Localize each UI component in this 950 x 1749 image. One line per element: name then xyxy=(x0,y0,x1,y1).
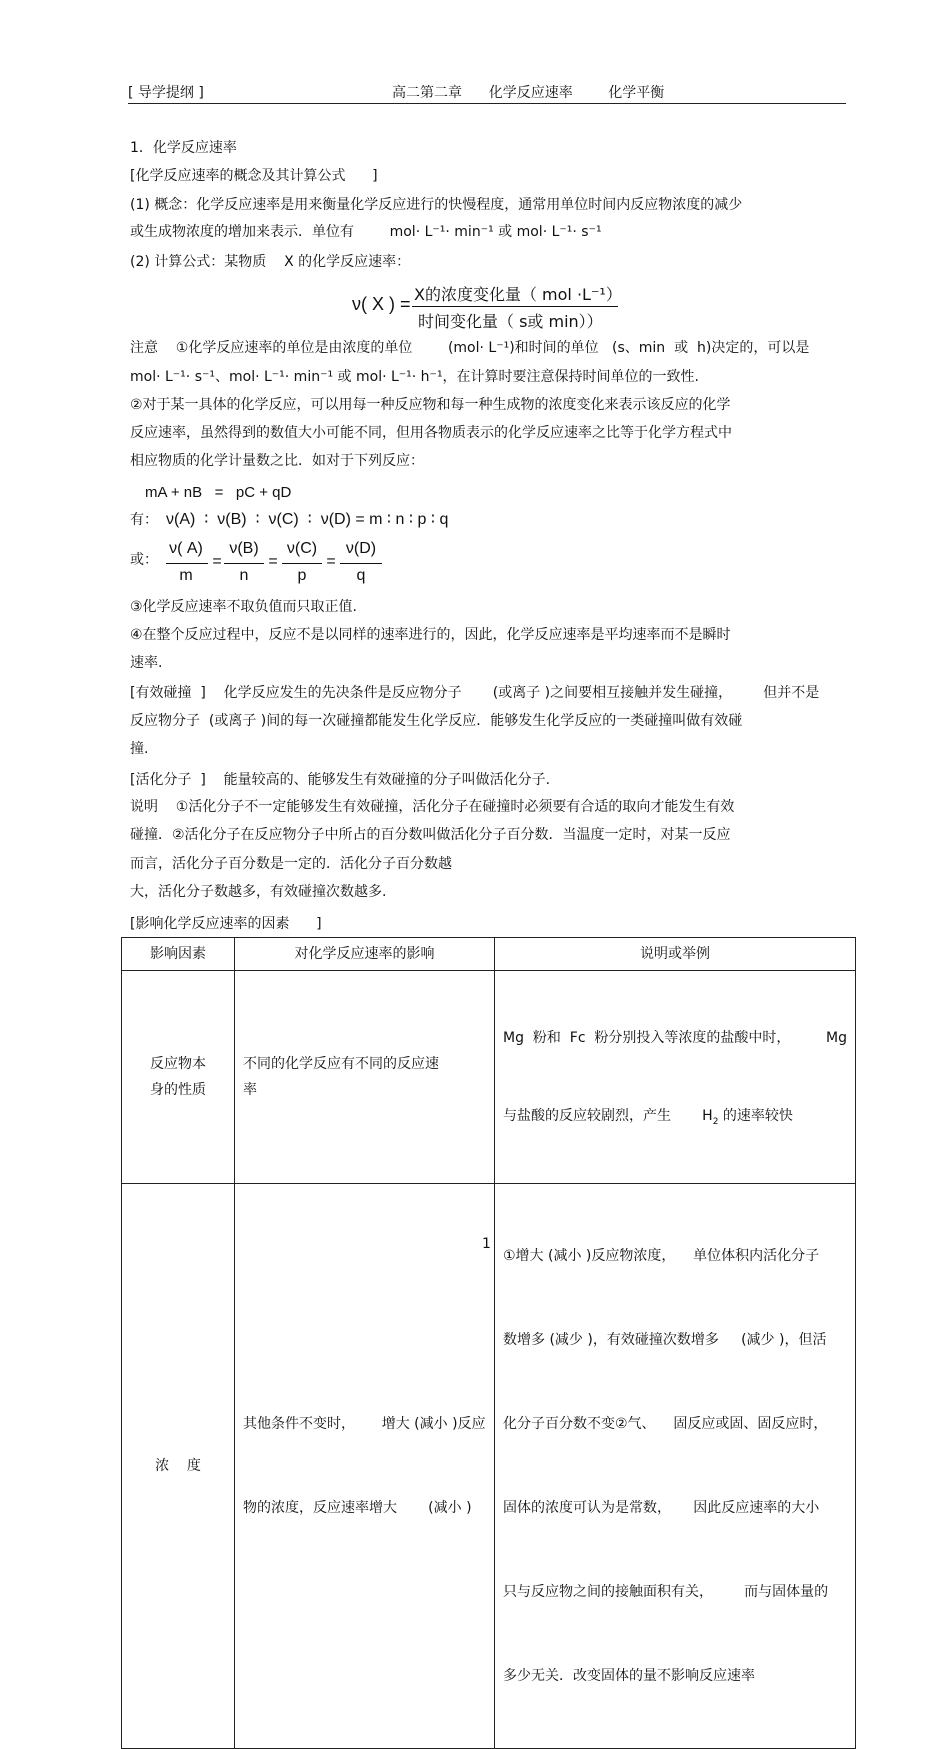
note-4-line-1: ④在整个反应过程中，反应不是以同样的速率进行的，因此，化学反应速率是平均速率而不是瞬时 xyxy=(130,627,731,643)
table-header-row xyxy=(122,938,856,971)
fraction-bar-b xyxy=(224,563,264,564)
fraction-denominator-d: q xyxy=(356,567,366,584)
formula-intro: (2) 计算公式：某物质 X 的化学反应速率： xyxy=(130,254,411,270)
concept-heading: [化学反应速率的概念及其计算公式 ] xyxy=(130,168,378,184)
definition-line-2: 或生成物浓度的增加来表示．单位有 mol· L⁻¹· min⁻¹ 或 mol· L⁻¹· s⁻¹ xyxy=(130,224,602,240)
or-prefix: 或： xyxy=(130,552,158,568)
fraction-bar-c xyxy=(282,563,322,564)
note-2-line-3: 相应物质的化学计量数之比．如对于下列反应： xyxy=(130,453,424,469)
formula-denominator: 时间变化量（ s或 min）） xyxy=(418,312,603,331)
fraction-numerator-b: ν(B) xyxy=(229,540,259,557)
factors-heading: [影响化学反应速率的因素 ] xyxy=(130,916,322,932)
fraction-bar-d xyxy=(340,563,382,564)
fraction-denominator-c: p xyxy=(297,567,307,584)
fraction-denominator-b: n xyxy=(239,567,249,584)
table-cell-effect: 不同的化学反应有不同的反应速 率 xyxy=(235,971,495,1184)
ratio-expression: ν(A) ∶ ν(B) ∶ ν(C) ∶ ν(D) = m ∶ n ∶ p ∶ q xyxy=(166,511,449,528)
formula-numerator: X的浓度变化量（ mol ·L⁻¹） xyxy=(414,285,622,304)
header-rule xyxy=(128,103,846,104)
definition-line-1: (1) 概念：化学反应速率是用来衡量化学反应进行的快慢程度，通常用单位时间内反应物浓度的减少 xyxy=(130,197,743,213)
note-2-line-2: 反应速率，虽然得到的数值大小可能不同，但用各物质表示的化学反应速率之比等于化学方程式中 xyxy=(130,425,732,441)
table-cell-example: Mg 粉和 Fc 粉分别投入等浓度的盐酸中时， Mg 与盐酸的反应较剧烈，产生 $H_2$ 的速率较快 xyxy=(495,971,856,1184)
collision-line-2: 反应物分子 (或离子 )间的每一次碰撞都能发生化学反应．能够发生化学反应的一类碰撞叫做有效碰 xyxy=(130,713,743,729)
note-1-line-2: mol· L⁻¹· s⁻¹、mol· L⁻¹· min⁻¹ 或 mol· L⁻¹· h⁻¹，在计算时要注意保持时间单位的一致性. xyxy=(130,369,700,385)
equals-sign-1: = xyxy=(212,553,222,570)
header-left: [ 导学提纲 ] xyxy=(128,85,204,101)
note-3: ③化学反应速率不取负值而只取正值. xyxy=(130,599,358,615)
section-title: 1．化学反应速率 xyxy=(130,140,237,156)
ratio-prefix: 有： xyxy=(130,512,158,528)
table-cell-example: ①增大 (减小 )反应物浓度， 单位体积内活化分子 数增多 (减少 )，有效碰撞次数增多 (减少 )，但活 化分子百分数不变②气、 固反应或固、固反应时， 固体的浓度可认为是常数， 因此反应速率的大小 只与反应物之间的接触面积有关， 而与固体量的 多少无关．改变固体的量不影响反应速率 xyxy=(495,1184,856,1749)
fraction-bar-a xyxy=(166,563,208,564)
activated-line-5: 大，活化分子数越多，有效碰撞次数越多. xyxy=(130,884,387,900)
activated-line-4: 而言，活化分子百分数是一定的．活化分子百分数越 xyxy=(130,856,452,872)
fraction-numerator-a: ν( A) xyxy=(169,540,203,557)
header-title: 高二第二章 化学反应速率 化学平衡 xyxy=(392,85,665,101)
table-cell-factor: 浓 度 xyxy=(122,1184,235,1749)
collision-line-3: 撞. xyxy=(130,741,149,757)
formula-fraction-bar xyxy=(412,306,618,307)
factors-table xyxy=(121,937,856,1749)
table-header-cell: 对化学反应速率的影响 xyxy=(235,938,495,971)
equals-sign-3: = xyxy=(326,553,336,570)
fraction-numerator-c: ν(C) xyxy=(286,540,318,557)
activated-line-1: [活化分子 ] 能量较高的、能够发生有效碰撞的分子叫做活化分子. xyxy=(130,772,551,788)
note-4-line-2: 速率. xyxy=(130,655,163,671)
reaction-equation: mA + nB = pC + qD xyxy=(145,484,292,501)
note-2-line-1: ②对于某一具体的化学反应，可以用每一种反应物和每一种生成物的浓度变化来表示该反应的化学 xyxy=(130,397,731,413)
table-row xyxy=(122,971,856,1184)
formula-lhs: ν( X ) = xyxy=(352,294,411,314)
equals-sign-2: = xyxy=(268,553,278,570)
table-row xyxy=(122,1184,856,1749)
fraction-numerator-d: ν(D) xyxy=(345,540,377,557)
fraction-denominator-a: m xyxy=(179,567,193,584)
activated-line-2: 说明 ①活化分子不一定能够发生有效碰撞，活化分子在碰撞时必须要有合适的取向才能发生有效 xyxy=(130,799,735,815)
page-number: 1 xyxy=(482,1236,491,1252)
table-cell-factor: 反应物本 身的性质 xyxy=(122,971,235,1184)
table-cell-effect: 其他条件不变时， 增大 (减小 )反应 物的浓度，反应速率增大 (减小 ) xyxy=(235,1184,495,1749)
activated-line-3: 碰撞．②活化分子在反应物分子中所占的百分数叫做活化分子百分数．当温度一定时，对某一反应 xyxy=(130,827,731,843)
table-header-cell: 影响因素 xyxy=(122,938,235,971)
note-1-line-1: 注意 ①化学反应速率的单位是由浓度的单位 (mol· L⁻¹)和时间的单位 (s、min 或 h)决定的，可以是 xyxy=(130,340,810,356)
collision-line-1: [有效碰撞 ] 化学反应发生的先决条件是反应物分子 (或离子 )之间要相互接触并发生碰撞， 但并不是 xyxy=(130,685,820,701)
table-header-cell: 说明或举例 xyxy=(495,938,856,971)
